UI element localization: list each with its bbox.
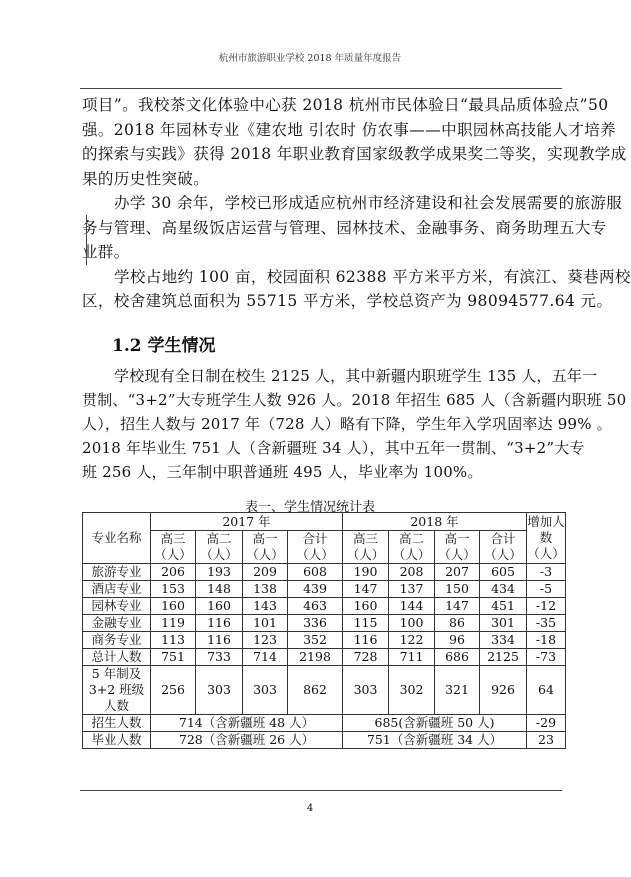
change-cell: -35	[527, 615, 566, 632]
change-cell: -3	[527, 564, 566, 581]
cell: 321	[435, 666, 480, 715]
cell: 143	[243, 598, 288, 615]
change-cell: -5	[527, 581, 566, 598]
cell: 208	[389, 564, 435, 581]
text-line: 2018 年毕业生 751 人（含新疆班 34 人），其中五年一贯制、“3+2”大专	[82, 439, 585, 457]
cell: 2125	[480, 649, 527, 666]
cell: 302	[389, 666, 435, 715]
cell: 256	[151, 666, 196, 715]
cell: 101	[243, 615, 288, 632]
change-cell: -12	[527, 598, 566, 615]
row-label: 总计人数	[83, 649, 151, 666]
cell: 463	[288, 598, 343, 615]
cell: 160	[151, 598, 196, 615]
student-stats-table	[82, 512, 566, 749]
cell: 160	[343, 598, 389, 615]
cell: 209	[243, 564, 288, 581]
text-line: 强。2018 年园林专业《建农地 引农时 仿农事——中职园林高技能人才培养	[82, 120, 617, 139]
cell: 434	[480, 581, 527, 598]
text-line: 务与管理、高星级饭店运营与管理、园林技术、金融事务、商务助理五大专	[82, 218, 607, 237]
text-line: 办学 30 余年，学校已形成适应杭州市经济建设和社会发展需要的旅游服	[114, 194, 623, 212]
table-row	[83, 581, 566, 598]
cell: 751	[151, 649, 196, 666]
table-row	[83, 564, 566, 581]
table-row	[83, 615, 566, 632]
cell: 119	[151, 615, 196, 632]
header-major: 专业名称	[83, 513, 151, 564]
cell: 207	[435, 564, 480, 581]
cell: 728	[343, 649, 389, 666]
row-label: 毕业人数	[83, 732, 151, 749]
text-line: 学校现有全日制在校生 2125 人，其中新疆内职班学生 135 人，五年一	[114, 367, 598, 385]
header-grade: 高一（人）	[243, 531, 288, 564]
cell: 96	[435, 632, 480, 649]
cell: 334	[480, 632, 527, 649]
text-line: 果的历史性突破。	[82, 169, 210, 188]
cell-2018: 685(含新疆班 50 人)	[343, 715, 527, 732]
table-row	[83, 632, 566, 649]
cell: 116	[196, 632, 243, 649]
cell: 113	[151, 632, 196, 649]
cell: 303	[243, 666, 288, 715]
cell: 144	[389, 598, 435, 615]
page-number: 4	[306, 803, 314, 814]
header-change: 增加人数（人）	[527, 513, 566, 564]
cell: 122	[389, 632, 435, 649]
header-2017: 2017 年	[151, 513, 343, 531]
cell: 439	[288, 581, 343, 598]
change-cell: -18	[527, 632, 566, 649]
change-cell: 23	[527, 732, 566, 749]
cell: 138	[243, 581, 288, 598]
change-cell: -29	[527, 715, 566, 732]
cell-2018: 751（含新疆班 34 人）	[343, 732, 527, 749]
text-line: 业群。	[82, 243, 130, 261]
header-grade: 高二（人）	[196, 531, 243, 564]
cell: 686	[435, 649, 480, 666]
cell: 190	[343, 564, 389, 581]
header-rule	[80, 88, 562, 89]
table-row	[83, 649, 566, 666]
header-grade: 高二（人）	[389, 531, 435, 564]
text-line: 的探索与实践》获得 2018 年职业教育国家级教学成果奖二等奖，实现教学成	[82, 145, 627, 163]
row-label: 园林专业	[83, 598, 151, 615]
header-grade: 高三（人）	[343, 531, 389, 564]
cell-2017: 728（含新疆班 26 人）	[151, 732, 343, 749]
cell: 352	[288, 632, 343, 649]
cell: 150	[435, 581, 480, 598]
cell: 147	[435, 598, 480, 615]
change-cell: -73	[527, 649, 566, 666]
row-label: 金融专业	[83, 615, 151, 632]
row-label: 5 年制及 3+2 班级人数	[83, 666, 151, 715]
cell: 451	[480, 598, 527, 615]
cell: 153	[151, 581, 196, 598]
cell: 137	[389, 581, 435, 598]
cell: 115	[343, 615, 389, 632]
text-line: 贯制、“3+2”大专班学生人数 926 人。2018 年招生 685 人（含新疆内职班 50	[82, 391, 627, 409]
footer-rule	[80, 790, 562, 791]
cell: 160	[196, 598, 243, 615]
cell: 733	[196, 649, 243, 666]
cell: 605	[480, 564, 527, 581]
text-line: 区，校舍建筑总面积为 55715 平方米，学校总资产为 98094577.64 元。	[82, 292, 613, 310]
cell: 714	[243, 649, 288, 666]
body-text	[82, 93, 631, 314]
header-2018: 2018 年	[343, 513, 527, 531]
table-row	[83, 732, 566, 749]
cell: 86	[435, 615, 480, 632]
table-row	[83, 666, 566, 715]
text-line: 人），招生人数与 2017 年（728 人）略有下降，学生年入学巩固率达 99% 。	[82, 415, 612, 433]
cell: 116	[343, 632, 389, 649]
cell: 2198	[288, 649, 343, 666]
header-grade: 高一（人）	[435, 531, 480, 564]
cell: 148	[196, 581, 243, 598]
row-label: 商务专业	[83, 632, 151, 649]
header-grade: 高三（人）	[151, 531, 196, 564]
cell: 206	[151, 564, 196, 581]
table-caption: 表一、学生情况统计表	[244, 500, 375, 515]
row-label: 酒店专业	[83, 581, 151, 598]
text-line: 学校占地约 100 亩，校园面积 62388 平方米平方米，有滨江、葵巷两校	[114, 267, 631, 286]
header-grade: 合计（人）	[480, 531, 527, 564]
cell: 303	[343, 666, 389, 715]
cell: 926	[480, 666, 527, 715]
table-row	[83, 598, 566, 615]
student-paragraph	[82, 364, 627, 484]
cell: 116	[196, 615, 243, 632]
cell: 303	[196, 666, 243, 715]
cell: 301	[480, 615, 527, 632]
cell: 608	[288, 564, 343, 581]
cell: 193	[196, 564, 243, 581]
cell: 711	[389, 649, 435, 666]
change-cell: 64	[527, 666, 566, 715]
cell: 100	[389, 615, 435, 632]
text-line: 班 256 人，三年制中职普通班 495 人，毕业率为 100%。	[82, 463, 483, 481]
text-line: 项目”。我校茶文化体验中心获 2018 杭州市民体验日“最具品质体验点”50	[82, 96, 609, 114]
cell: 336	[288, 615, 343, 632]
change-bar	[86, 215, 87, 265]
cell: 123	[243, 632, 288, 649]
row-label: 招生人数	[83, 715, 151, 732]
running-header: 杭州市旅游职业学校 2018 年质量年度报告	[218, 53, 402, 64]
section-heading: 1.2 学生情况	[112, 336, 216, 356]
row-label: 旅游专业	[83, 564, 151, 581]
header-grade: 合计（人）	[288, 531, 343, 564]
cell: 862	[288, 666, 343, 715]
cell-2017: 714（含新疆班 48 人）	[151, 715, 343, 732]
cell: 147	[343, 581, 389, 598]
table-row	[83, 715, 566, 732]
